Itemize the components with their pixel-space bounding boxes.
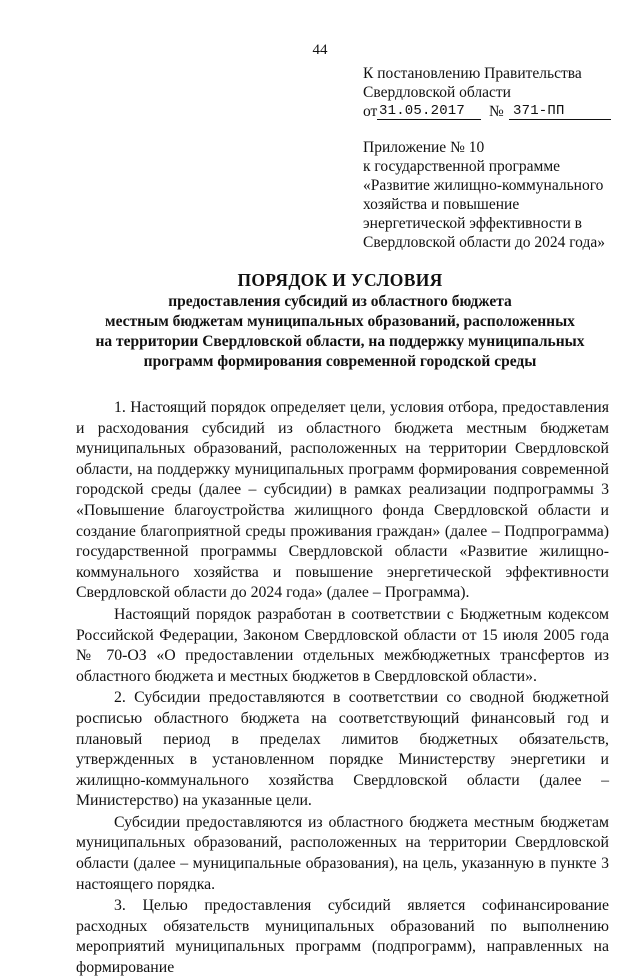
title-subtitle-line: на территории Свердловской области, на поддержку муниципальных xyxy=(95,333,585,350)
appendix-line: «Развитие жилищно-коммунального xyxy=(363,177,604,194)
document-title xyxy=(60,268,620,372)
appendix-line: Приложение № 10 xyxy=(363,139,485,156)
decree-line-1: К постановлению Правительства xyxy=(363,65,582,82)
paragraph: Субсидии предоставляются из областного бюджета местным бюджетам муниципальных образований, расположенных на территории Свердловской области (далее – муниципальные образования), на цель, указанную в пункте 3 настоящего порядка. xyxy=(76,813,609,893)
title-subtitle-line: местным бюджетам муниципальных образований, расположенных xyxy=(105,313,575,330)
appendix-line: хозяйства и повышение xyxy=(363,196,520,213)
page-number: 44 xyxy=(312,42,328,58)
document-body xyxy=(76,398,609,979)
decree-line-2: Свердловской области xyxy=(363,84,511,101)
paragraph: 1. Настоящий порядок определяет цели, условия отбора, предоставления и расходования субсидий из областного бюджета местным бюджетам муниципальных образований, расположенных на территории Свердловской области, на поддержку муниципальных программ формирования современной городской среды (далее – субсидии) в рамках реализации подпрограммы 3 «Повышение благоустройства жилищного фонда Свердловской области и создание благоприятной среды проживания граждан» (далее – Подпрограмма) государственной программы Свердловской области «Развитие жилищно-коммунального хозяйства и повышение энергетической эффективности Свердловской области до 2024 года» (далее – Программа). xyxy=(76,399,609,602)
decree-number: 371-ПП xyxy=(509,102,611,120)
decree-date-number-row xyxy=(363,102,623,121)
title-main: ПОРЯДОК И УСЛОВИЯ xyxy=(237,270,443,290)
appendix-reference xyxy=(363,138,623,252)
decree-date: 31.05.2017 xyxy=(377,102,481,120)
paragraph: 2. Субсидии предоставляются в соответствии со сводной бюджетной росписью областного бюджета на соответствующий финансовый год и плановый период в пределах лимитов бюджетных обязательств, утвержденных в установленном порядке Министерству энергетики и жилищно-коммунального хозяйства Свердловской области (далее – Министерство) на указанные цели. xyxy=(76,689,609,810)
appendix-line: к государственной программе xyxy=(363,158,561,175)
decree-from-label: от xyxy=(363,103,378,120)
paragraph: Настоящий порядок разработан в соответствии с Бюджетным кодексом Российской Федерации, Законом Свердловской области от 15 июля 2005 года № 70-ОЗ «О предоставлении отдельных межбюджетных трансфертов из областного бюджета и местных бюджетов в Свердловской области». xyxy=(76,605,609,685)
decree-number-label: № xyxy=(489,103,504,120)
appendix-line: Свердловской области до 2024 года» xyxy=(363,234,605,251)
paragraph: 3. Целью предоставления субсидий является софинансирование расходных обязательств муниципальных образований по выполнению мероприятий муниципальных программ (подпрограмм), направленных на формирование xyxy=(76,897,609,977)
decree-reference xyxy=(363,64,623,121)
title-subtitle-line: программ формирования современной городской среды xyxy=(143,353,537,370)
appendix-line: энергетической эффективности в xyxy=(363,215,583,232)
title-subtitle-line: предоставления субсидий из областного бюджета xyxy=(168,293,512,310)
